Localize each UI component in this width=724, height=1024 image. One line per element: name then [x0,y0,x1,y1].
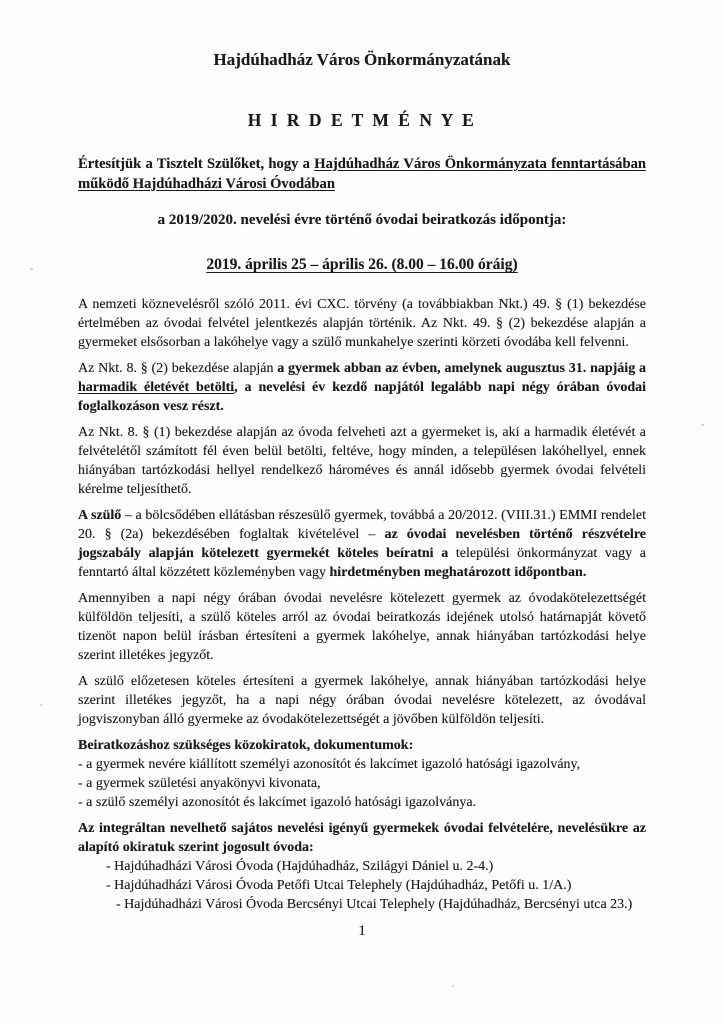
notice-title: H I R D E T M É N Y E [247,110,477,130]
paragraph-future-abroad: A szülő előzetesen köteles értesíteni a gyermek lakóhelye, annak hiányában tartózkodási helye szerint illetékes jegyzőt, ha a napi négy órában óvodai nevelésre kötelezett, az óvodával jogviszonyban álló gyermeke az óvodakötelezettségét a jövőben külföldön teljesíti. [78,674,646,727]
p4-normal-segment-2: települési önkormányzat vagy a fenntartó által közzétett közleményben vagy [78,546,646,580]
p4-bold-segment-3: hirdetményben meghatározott időpontban. [329,565,587,580]
kindergarten-list-item: - Hajdúhadházi Városi Óvoda (Hajdúhadház, Szilágyi Dániel u. 2-4.) [106,859,494,874]
scan-speck [30,268,33,270]
required-documents-section [78,736,646,812]
p4-normal-segment: – a bölcsődében ellátásban részesülő gyermek, továbbá a 20/2012. (VIII.31.) EMMI rendelet 20. § (2a) bekezdésében foglaltak kivételével – [78,508,646,542]
enrollment-heading: a 2019/2020. nevelési évre történő óvodai beiratkozás időpontja: [157,212,567,228]
p2-normal-segment: Az Nkt. 8. § (2) bekezdése alapján [78,361,278,376]
kindergarten-list-item: - Hajdúhadházi Városi Óvoda Petőfi Utcai Telephely (Hajdúhadház, Petőfi u. 1/A.) [106,878,572,893]
paragraph-abroad-notification: Amennyiben a napi négy órában óvodai nevelésre kötelezett gyermek az óvodakötelezettségét külföldön teljesíti, a szülő köteles arról az óvodai beiratkozás idejének utolsó határnapját követő tizenöt napon belül írásban értesíteni a gyermek lakóhelye, annak hiányában tartózkodási helye szerint illetékes jegyzőt. [78,591,646,663]
p2-bold-segment: a gyermek abban az évben, amelynek augusztus 31. napjáig a [277,361,646,376]
scan-speck [40,704,42,706]
organization-title: Hajdúhadház Város Önkormányzatának [213,50,511,69]
paragraph-parent-obligation [78,506,646,582]
p2-bold-segment-2: , a nevelési év kezdő napjától legalább napi négy órában óvodai foglalkozáson vesz részt. [78,380,646,414]
p4-bold-segment: A szülő [78,508,125,523]
enrollment-date: 2019. április 25 – április 26. (8.00 – 16.00 óráig) [206,256,518,273]
p2-bold-underline-segment: harmadik életévét betölti [78,380,235,395]
required-documents-heading: Beiratkozáshoz szükséges közokiratok, dokumentumok: [78,738,414,753]
intro-lead: Értesítjük a Tisztelt Szülőket, hogy a [78,156,315,172]
scan-speck [701,424,704,426]
document-list-item: - a gyermek születési anyakönyvi kivonata, [78,776,321,791]
sni-section [78,819,646,914]
sni-heading: Az integráltan nevelhető sajátos nevelési igényű gyermekek óvodai felvételére, nevelésükre az alapító okiratuk szerint jogosult óvoda: [78,821,646,855]
p4-bold-segment-2: az óvodai nevelésben történő részvételre jogszabály alapján kötelezett gyermekét köteles beíratni a [78,527,646,561]
intro-underlined-institution: Hajdúhadház Város Önkormányzata fenntartásában működő Hajdúhadházi Városi Óvodában [78,156,646,192]
page-number: 1 [358,923,366,939]
paragraph-early-admission: Az Nkt. 8. § (1) bekezdése alapján az óvoda felveheti azt a gyermeket is, aki a harmadik életévét a felvételétől számított fél éven belül betölti, feltéve, hogy minden, a településen lakóhellyel, ennek hiányában tartózkodási hellyel rendelkező hároméves és annál idősebb gyermek óvodai felvételi kérelme teljesíthető. [78,425,646,497]
intro-paragraph [78,154,646,194]
document-list-item: - a szülő személyi azonosítót és lakcímet igazoló hatósági igazolványa. [78,795,477,810]
scan-speck [452,985,454,987]
document-list-item: - a gyermek nevére kiállított személyi azonosítót és lakcímet igazoló hatósági igazolvány, [78,757,581,772]
kindergarten-list-item: - Hajdúhadházi Városi Óvoda Bercsényi Utcai Telephely (Hajdúhadház, Bercsényi utca 23.) [116,897,633,912]
paragraph-law-basis: A nemzeti köznevelésről szóló 2011. évi CXC. törvény (a továbbiakban Nkt.) 49. § (1) bekezdése értelmében az óvodai felvétel jelentkezés alapján történik. Az Nkt. 49. § (2) bekezdése alapján a gyermeket elsősorban a lakóhelye vagy a szülő munkahelye szerinti körzeti óvodába kell felvenni. [78,297,646,350]
paragraph-age-obligation [78,359,646,416]
